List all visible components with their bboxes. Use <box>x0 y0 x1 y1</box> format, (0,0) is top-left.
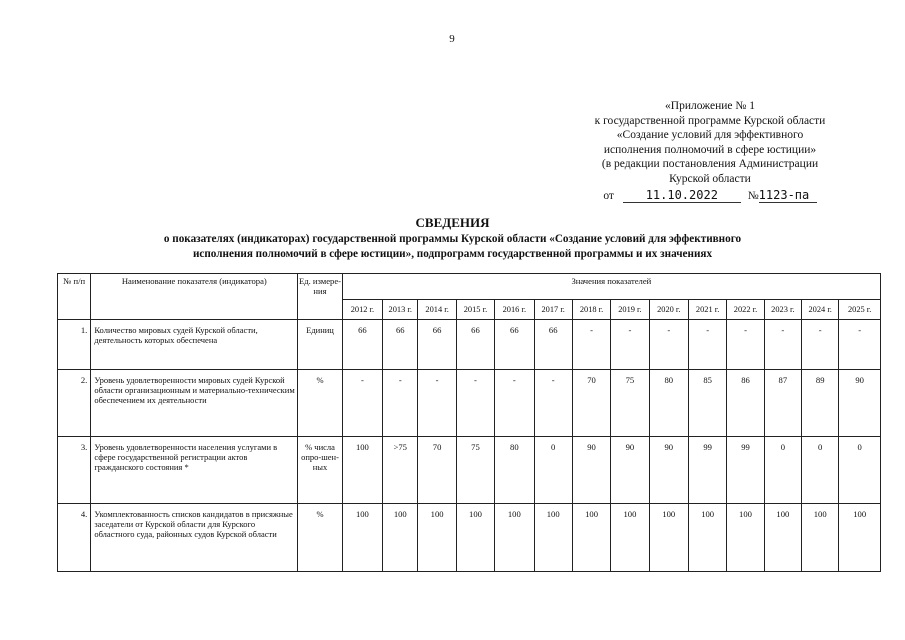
indicator-value: 100 <box>688 504 726 572</box>
table-row <box>58 504 881 572</box>
indicator-value: - <box>727 320 764 370</box>
indicator-value: - <box>802 320 839 370</box>
indicator-value: 90 <box>572 437 610 504</box>
document-title: СВЕДЕНИЯ <box>415 215 490 230</box>
date-prefix: от <box>603 189 614 202</box>
header-year: 2015 г. <box>456 300 494 320</box>
indicator-value: - <box>839 320 881 370</box>
indicator-value: 70 <box>572 370 610 437</box>
indicator-value: 66 <box>342 320 382 370</box>
indicator-value: 66 <box>456 320 494 370</box>
header-year: 2019 г. <box>611 300 649 320</box>
indicator-value: 0 <box>802 437 839 504</box>
header-values-group: Значения показателей <box>342 274 880 300</box>
indicator-value: 75 <box>611 370 649 437</box>
header-year: 2024 г. <box>802 300 839 320</box>
decree-date-line <box>560 188 860 204</box>
header-year: 2021 г. <box>688 300 726 320</box>
indicator-value: 100 <box>802 504 839 572</box>
indicator-value: - <box>456 370 494 437</box>
indicator-unit: % <box>298 504 342 572</box>
indicator-value: 90 <box>649 437 688 504</box>
appendix-line: исполнения полномочий в сфере юстиции» <box>603 143 817 156</box>
indicator-value: 80 <box>649 370 688 437</box>
indicator-value: - <box>342 370 382 437</box>
indicator-value: 100 <box>727 504 764 572</box>
document-subtitle-line-2: исполнения полномочий в сфере юстиции», подпрограмм государственной программы и их значениях <box>192 248 713 260</box>
header-year: 2023 г. <box>764 300 801 320</box>
indicator-value: - <box>383 370 418 437</box>
document-subtitle-line-1: о показателях (индикаторах) государственной программы Курской области «Создание условий для эффективного <box>163 233 742 245</box>
indicator-value: 100 <box>456 504 494 572</box>
header-year: 2025 г. <box>839 300 881 320</box>
page-number: 9 <box>449 33 455 45</box>
header-name: Наименование показателя (индикатора) <box>91 274 298 320</box>
header-year: 2013 г. <box>383 300 418 320</box>
indicator-value: 99 <box>688 437 726 504</box>
indicator-value: - <box>572 320 610 370</box>
indicator-value: 0 <box>534 437 572 504</box>
indicator-value: - <box>495 370 534 437</box>
indicator-value: 0 <box>839 437 881 504</box>
indicator-value: 66 <box>418 320 456 370</box>
indicator-value: 87 <box>764 370 801 437</box>
header-year: 2022 г. <box>727 300 764 320</box>
indicator-value: 90 <box>839 370 881 437</box>
indicator-value: 100 <box>572 504 610 572</box>
decree-date: 11.10.2022 <box>623 188 741 204</box>
indicator-value: 100 <box>611 504 649 572</box>
indicator-value: 86 <box>727 370 764 437</box>
indicator-value: 85 <box>688 370 726 437</box>
header-year: 2017 г. <box>534 300 572 320</box>
indicator-value: - <box>649 320 688 370</box>
indicator-unit: % числа опро-шен-ных <box>298 437 342 504</box>
indicator-value: 70 <box>418 437 456 504</box>
header-year: 2014 г. <box>418 300 456 320</box>
indicators-table-wrapper <box>57 273 881 578</box>
indicator-value: - <box>764 320 801 370</box>
indicator-value: 100 <box>839 504 881 572</box>
header-year: 2018 г. <box>572 300 610 320</box>
header-year: 2020 г. <box>649 300 688 320</box>
number-prefix: № <box>747 189 759 202</box>
indicator-value: 90 <box>611 437 649 504</box>
table-row <box>58 370 881 437</box>
indicator-unit: % <box>298 370 342 437</box>
appendix-line: «Создание условий для эффективного <box>616 129 804 142</box>
indicator-value: 100 <box>495 504 534 572</box>
indicator-value: 75 <box>456 437 494 504</box>
indicator-unit: Единиц <box>298 320 342 370</box>
indicator-value: 66 <box>534 320 572 370</box>
row-number: 1. <box>58 320 91 370</box>
header-year: 2012 г. <box>342 300 382 320</box>
indicator-name: Уровень удовлетворенности населения услугами в сфере государственной регистрации актов гражданского состояния * <box>91 437 298 504</box>
indicator-value: 100 <box>534 504 572 572</box>
indicator-value: - <box>688 320 726 370</box>
row-number: 3. <box>58 437 91 504</box>
indicator-value: 99 <box>727 437 764 504</box>
indicator-value: 80 <box>495 437 534 504</box>
indicator-value: 89 <box>802 370 839 437</box>
indicator-value: 100 <box>342 504 382 572</box>
indicator-value: 66 <box>495 320 534 370</box>
appendix-line: к государственной программе Курской области <box>594 114 826 127</box>
indicator-value: - <box>534 370 572 437</box>
indicator-value: 100 <box>383 504 418 572</box>
indicator-value: 100 <box>418 504 456 572</box>
table-row <box>58 320 881 370</box>
indicator-name: Укомплектованность списков кандидатов в присяжные заседатели от Курской области для Курского областного суда, районных судов Курской области <box>91 504 298 572</box>
appendix-block <box>560 99 860 203</box>
indicator-value: - <box>611 320 649 370</box>
indicator-name: Количество мировых судей Курской области, деятельность которых обеспечена <box>91 320 298 370</box>
indicator-value: 100 <box>649 504 688 572</box>
indicator-name: Уровень удовлетворенности мировых судей Курской области организационным и материально-техническим обеспечением их деятельности <box>91 370 298 437</box>
header-year: 2016 г. <box>495 300 534 320</box>
row-number: 2. <box>58 370 91 437</box>
indicator-value: 100 <box>764 504 801 572</box>
appendix-line: (в редакции постановления Администрации <box>601 158 819 171</box>
appendix-line: «Приложение № 1 <box>665 100 755 112</box>
appendix-line: Курской области <box>669 172 751 185</box>
decree-number: 1123-па <box>759 188 817 204</box>
table-row <box>58 437 881 504</box>
header-num: № п/п <box>58 274 91 320</box>
header-unit: Ед. измере-ния <box>298 274 342 320</box>
indicators-table <box>57 273 881 572</box>
indicator-value: 66 <box>383 320 418 370</box>
indicator-value: - <box>418 370 456 437</box>
indicator-value: >75 <box>383 437 418 504</box>
row-number: 4. <box>58 504 91 572</box>
indicator-value: 100 <box>342 437 382 504</box>
indicator-value: 0 <box>764 437 801 504</box>
